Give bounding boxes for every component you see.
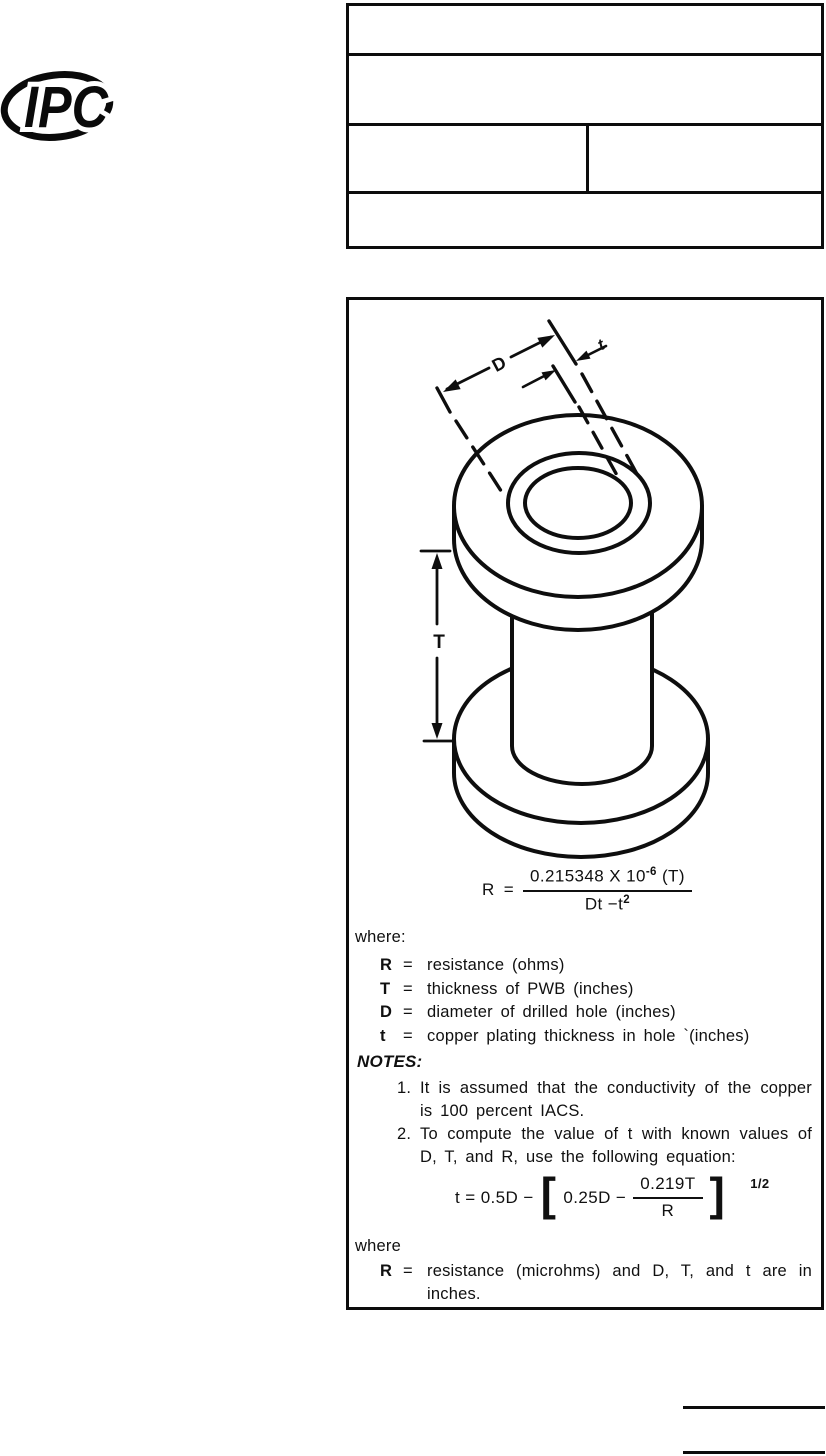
thickness-formula [455,1168,770,1221]
def-text: resistance (microhms) and D, T, and t are in inches. [427,1262,812,1303]
formula2-lhs: t = 0.5D − [455,1187,534,1207]
notes-heading: NOTES: [357,1052,423,1071]
def-text: diameter of drilled hole (inches) [427,1003,676,1021]
plated-through-hole-drawing [346,297,824,872]
resistance-formula [482,866,692,914]
where-secondary-definitions [355,1260,812,1306]
top-pad [454,415,702,630]
dimension-T [421,551,453,741]
def-eq: = [403,956,413,974]
def-symbol: R [380,1262,393,1280]
header-row-3-cell-right [589,126,821,191]
def-text: resistance (ohms) [427,956,565,974]
footer-rule-top [683,1406,825,1409]
open-bracket: [ [540,1168,557,1221]
formula2-numerator: 0.219T [633,1174,702,1199]
formula2-fraction [633,1174,702,1221]
def-eq: = [403,1003,413,1021]
def-text: thickness of PWB (inches) [427,979,634,998]
header-row-1 [349,6,821,53]
where-secondary-heading: where [355,1237,401,1255]
def-eq: = [403,1026,413,1045]
def-symbol: T [380,979,391,998]
formula2-exponent: 1/2 [750,1176,770,1191]
figure-box [346,297,824,1310]
label-d: D [488,352,510,376]
label-T: T [433,632,445,653]
where-primary-definitions [355,956,749,1045]
formula-fraction [523,866,692,914]
ipc-logo [0,55,170,155]
where-primary [355,927,749,1045]
header-row-3 [349,123,821,191]
def-eq: = [403,979,413,998]
where-secondary [355,1236,812,1306]
note-text: It is assumed that the conductivity of the copper is 100 percent IACS. [420,1079,812,1120]
formula-equals: = [503,880,515,900]
header-row-4 [349,191,821,246]
def-symbol: D [380,1003,393,1021]
plated-hole-ellipse [525,468,631,538]
note-number: 1. [397,1079,412,1097]
note-text: To compute the value of t with known values of D, T, and R, use the following equation: [420,1125,812,1166]
barrel-cylinder [512,612,652,784]
formula-denominator: $Dt -t^2$ [584,893,631,914]
def-symbol: t [380,1026,386,1045]
logo-text: IPC [24,75,109,140]
formula-numerator: 0.215348 X $10^{-6}$ (T) [523,866,692,892]
header-row-3-cell-left [349,126,589,191]
close-bracket: ] [709,1168,726,1221]
formula2-inner: 0.25D − [563,1187,627,1207]
label-t: t [595,336,608,355]
def-eq: = [403,1262,413,1280]
dimension-d [441,330,558,397]
header-form-table [346,3,824,249]
formula2-denominator: R [661,1201,675,1220]
def-text: copper plating thickness in hole `(inches) [427,1026,750,1045]
header-row-2 [349,53,821,123]
note-item-2 [397,1123,812,1169]
formula-lhs: R [482,880,495,900]
note-item-1 [397,1077,812,1123]
where-primary-heading: where: [355,928,406,946]
note-number: 2. [397,1125,412,1143]
notes-list [397,1077,812,1169]
def-symbol: R [380,956,393,974]
footer-rule-bottom [683,1451,825,1454]
